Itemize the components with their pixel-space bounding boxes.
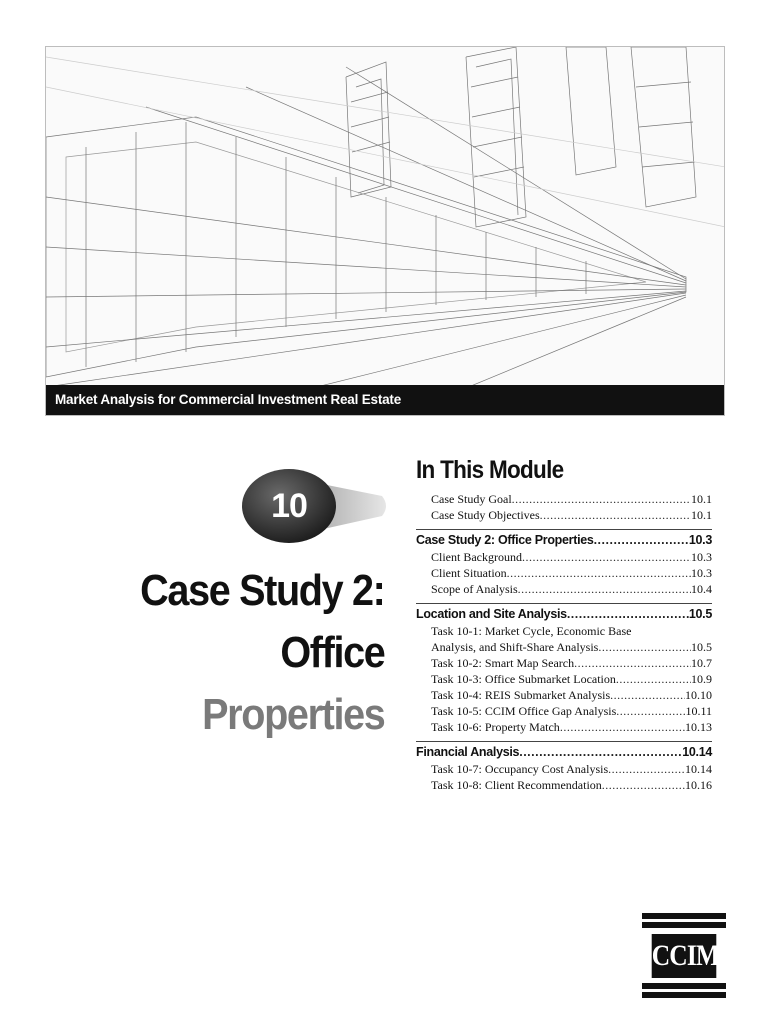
leader-dots — [540, 507, 691, 523]
leader-dots — [574, 655, 691, 671]
table-of-contents — [416, 456, 712, 799]
toc-section-heading[interactable] — [416, 529, 712, 547]
toc-item[interactable] — [416, 703, 712, 719]
toc-heading: In This Module — [416, 456, 564, 484]
building-wireframe-illustration — [46, 47, 725, 416]
leader-dots — [594, 533, 689, 547]
toc-intro — [416, 491, 712, 523]
toc-section-page: 10.3 — [688, 533, 712, 547]
toc-item-label-wrapped[interactable]: Task 10-1: Market Cycle, Economic Base — [431, 624, 632, 638]
toc-section-heading[interactable] — [416, 603, 712, 621]
toc-section-page: 10.5 — [688, 607, 712, 621]
toc-item[interactable] — [416, 581, 712, 597]
toc-item-page: 10.7 — [691, 656, 712, 670]
toc-item-page: 10.11 — [685, 704, 712, 718]
leader-dots — [598, 639, 691, 655]
module-number: 10 — [271, 487, 307, 525]
toc-item[interactable] — [416, 777, 712, 793]
module-title-line1: Case Study 2: — [139, 566, 384, 615]
toc-item-label: Case Study Goal — [431, 492, 512, 506]
leader-dots — [512, 491, 691, 507]
leader-dots — [616, 703, 685, 719]
module-title-line3: Properties — [201, 690, 384, 739]
toc-item[interactable] — [416, 655, 712, 671]
toc-section-page: 10.14 — [682, 745, 712, 759]
module-title-line2: Office — [279, 628, 384, 677]
toc-item-page: 10.3 — [691, 550, 712, 564]
toc-item[interactable] — [416, 687, 712, 703]
toc-item-label: Case Study Objectives — [431, 508, 540, 522]
module-number-badge — [232, 456, 392, 556]
toc-section-financial — [416, 741, 712, 793]
toc-section-office-properties — [416, 529, 712, 597]
toc-item-page: 10.9 — [691, 672, 712, 686]
toc-item-label: Task 10-3: Office Submarket Location — [431, 672, 616, 686]
toc-item-page: 10.5 — [691, 640, 712, 654]
toc-item-label: Task 10-4: REIS Submarket Analysis — [431, 688, 611, 702]
toc-section-title: Case Study 2: Office Properties — [416, 533, 594, 547]
leader-dots — [560, 719, 685, 735]
ccim-logo — [642, 913, 726, 999]
toc-item-label: Client Situation — [431, 566, 507, 580]
toc-item-label: Client Background — [431, 550, 522, 564]
toc-item[interactable] — [416, 549, 712, 565]
toc-section-location-site — [416, 603, 712, 735]
toc-item[interactable] — [416, 671, 712, 687]
toc-item-label: Analysis, and Shift-Share Analysis — [431, 640, 599, 654]
toc-item-page: 10.3 — [691, 566, 712, 580]
toc-item-page: 10.4 — [691, 582, 712, 596]
leader-dots — [602, 777, 685, 793]
cover-illustration — [45, 46, 725, 416]
toc-item-label: Task 10-5: CCIM Office Gap Analysis — [431, 704, 617, 718]
toc-item-page: 10.16 — [685, 778, 712, 792]
toc-section-title: Location and Site Analysis — [416, 607, 567, 621]
toc-item-page: 10.1 — [691, 492, 712, 506]
toc-item[interactable] — [416, 719, 712, 735]
leader-dots — [507, 565, 691, 581]
toc-item-label: Task 10-7: Occupancy Cost Analysis — [431, 762, 609, 776]
toc-item-label: Scope of Analysis — [431, 582, 518, 596]
toc-section-heading[interactable] — [416, 741, 712, 759]
cover-banner: Market Analysis for Commercial Investment Real Estate — [46, 385, 724, 415]
toc-item-label: Task 10-8: Client Recommendation — [431, 778, 602, 792]
leader-dots — [567, 607, 689, 621]
toc-item-label: Task 10-6: Property Match — [431, 720, 560, 734]
toc-item-page: 10.14 — [685, 762, 712, 776]
leader-dots — [610, 687, 685, 703]
toc-item-page: 10.13 — [685, 720, 712, 734]
toc-item[interactable] — [416, 507, 712, 523]
leader-dots — [519, 745, 682, 759]
toc-item-page: 10.1 — [691, 508, 712, 522]
toc-item[interactable] — [416, 491, 712, 507]
toc-item-page: 10.10 — [685, 688, 712, 702]
logo-text: CCIM — [652, 934, 717, 978]
toc-item[interactable] — [416, 565, 712, 581]
leader-dots — [608, 761, 685, 777]
leader-dots — [518, 581, 691, 597]
toc-section-title: Financial Analysis — [416, 745, 520, 759]
toc-item-label: Task 10-2: Smart Map Search — [431, 656, 575, 670]
toc-item[interactable] — [416, 639, 712, 655]
toc-item[interactable] — [416, 761, 712, 777]
module-title — [140, 560, 384, 746]
leader-dots — [616, 671, 691, 687]
leader-dots — [522, 549, 691, 565]
